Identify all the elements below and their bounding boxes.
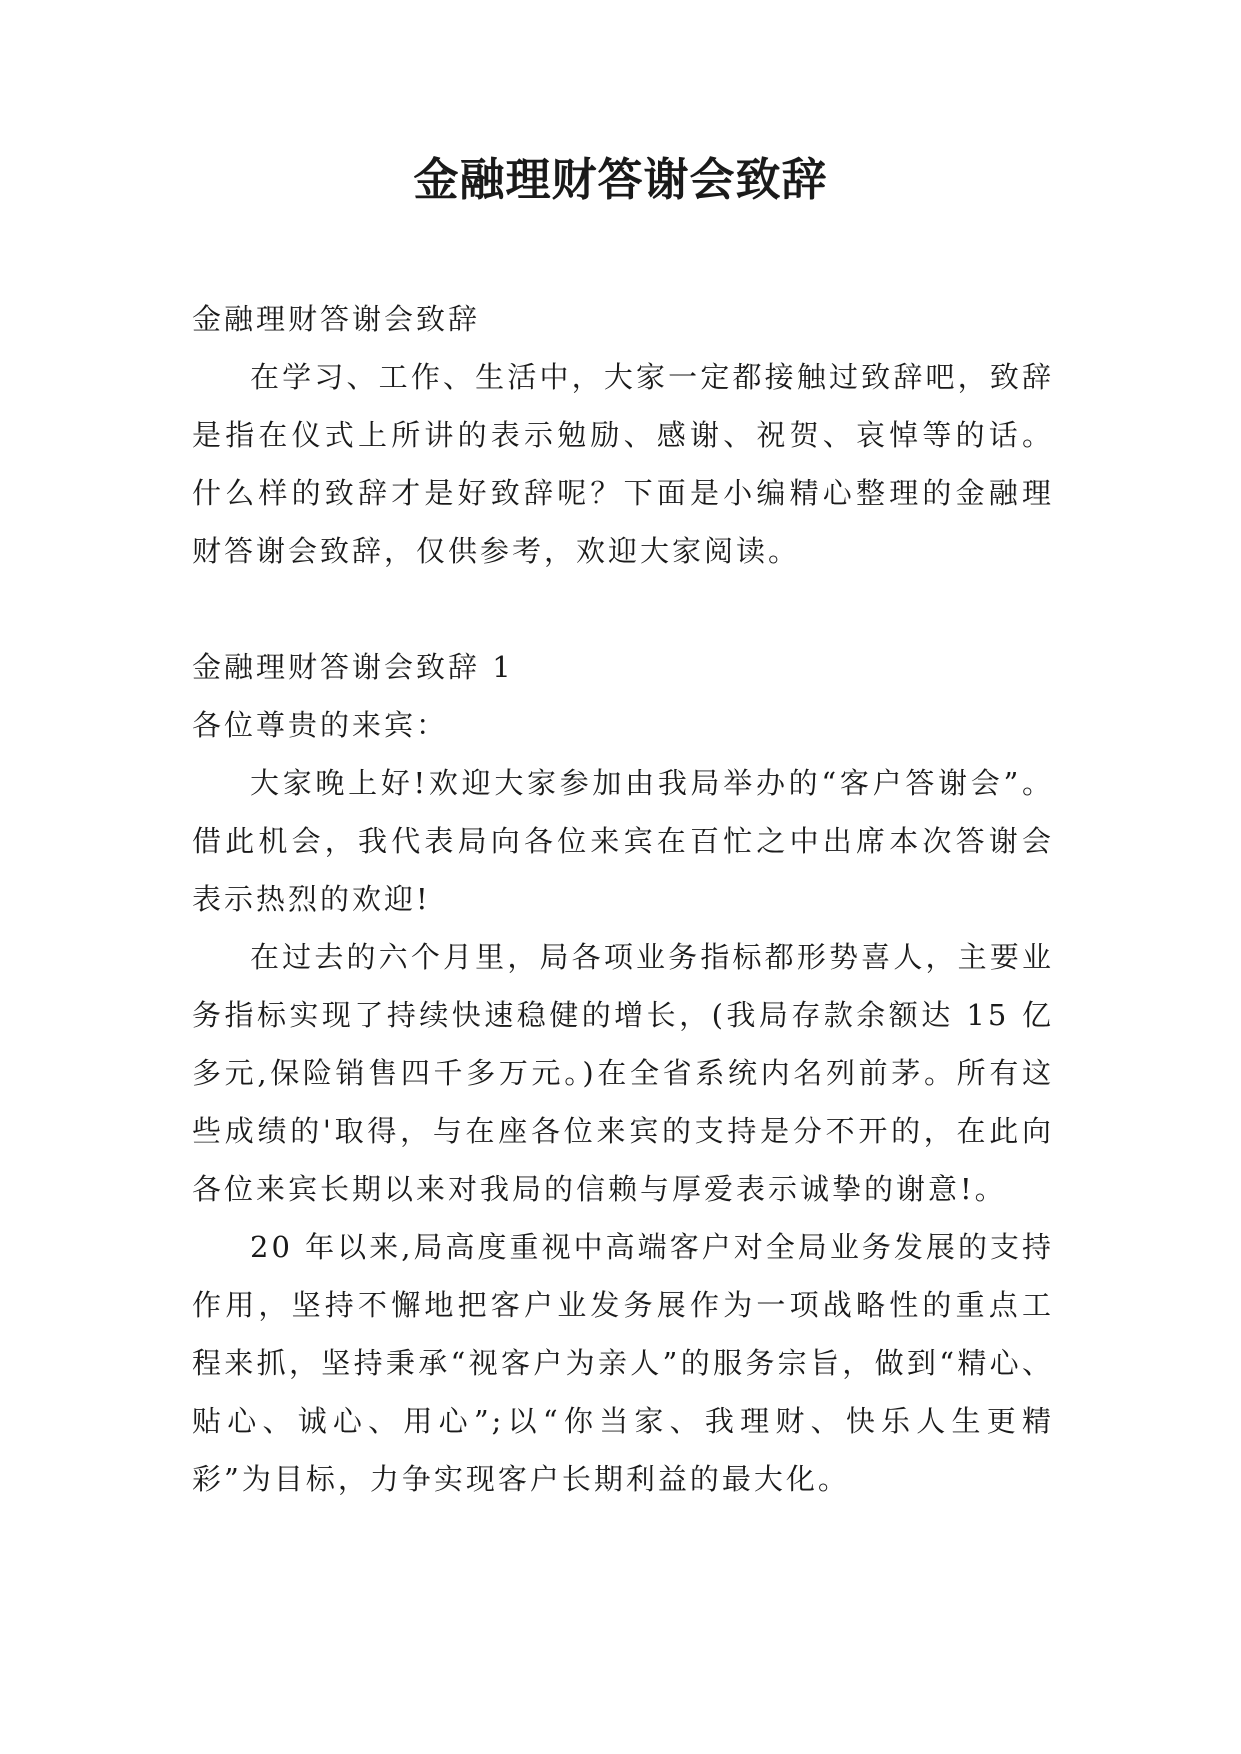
intro-paragraph: 在学习、工作、生活中，大家一定都接触过致辞吧，致辞是指在仪式上所讲的表示勉励、感谢、祝贺、哀悼等的话。什么样的致辞才是好致辞呢？下面是小编精心整理的金融理财答谢会致辞，仅供参考，欢迎大家阅读。 <box>192 360 1054 568</box>
body-paragraph-3: 20 年以来,局高度重视中高端客户对全局业务发展的支持作用，坚持不懈地把客户业发务展作为一项战略性的重点工程来抓，坚持秉承“视客户为亲人”的服务宗旨，做到“精心、贴心、诚心、用心”;以“你当家、我理财、快乐人生更精彩”为目标，力争实现客户长期利益的最大化。 <box>192 1230 1054 1496</box>
document-body <box>192 290 1054 1508</box>
section-spacer <box>192 580 1054 638</box>
document-subtitle: 金融理财答谢会致辞 <box>192 302 481 336</box>
salutation: 各位尊贵的来宾： <box>192 708 449 742</box>
section-heading: 金融理财答谢会致辞 1 <box>192 650 514 684</box>
body-paragraph-1: 大家晚上好!欢迎大家参加由我局举办的“客户答谢会”。借此机会，我代表局向各位来宾在百忙之中出席本次答谢会表示热烈的欢迎! <box>192 766 1054 916</box>
document-title: 金融理财答谢会致辞 <box>413 153 828 206</box>
body-paragraph-2: 在过去的六个月里，局各项业务指标都形势喜人，主要业务指标实现了持续快速稳健的增长，(我局存款余额达 15 亿多元,保险销售四千多万元。)在全省系统内名列前茅。所有这些成绩的'取得，与在座各位来宾的支持是分不开的，在此向各位来宾长期以来对我局的信赖与厚爱表示诚挚的谢意!。 <box>192 940 1054 1206</box>
